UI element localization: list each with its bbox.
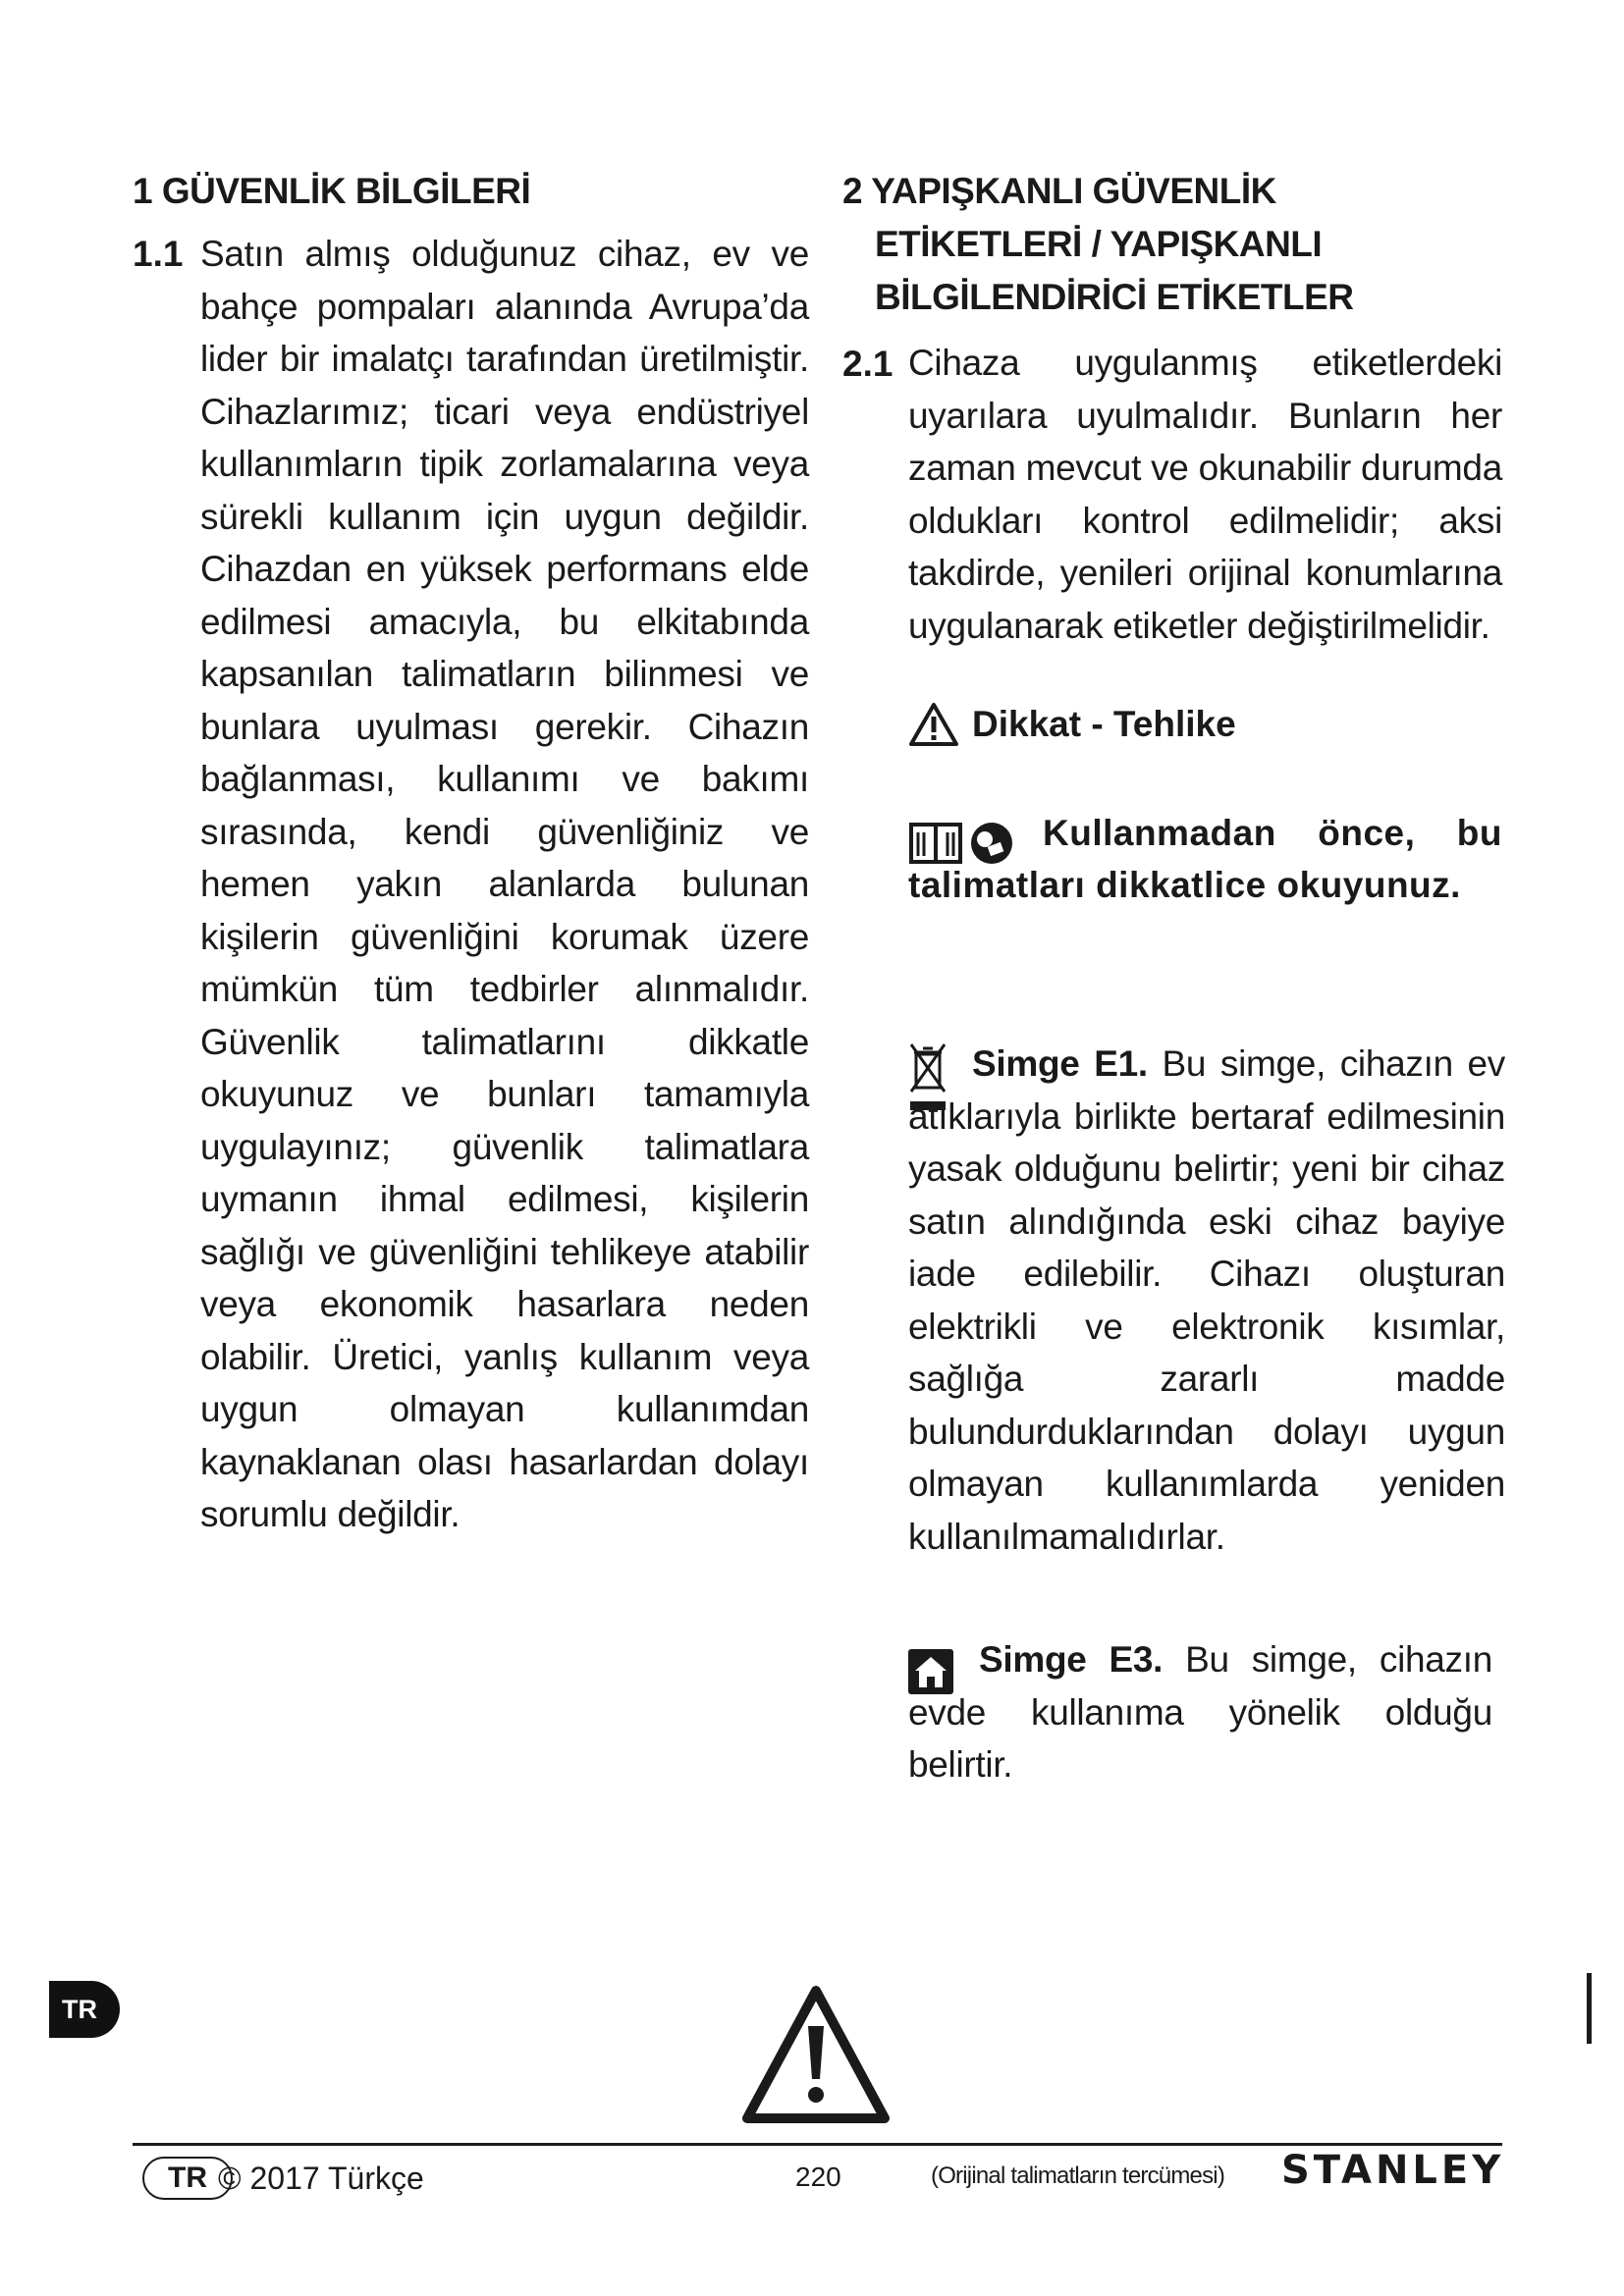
footer-brand-logo: STANLEY <box>1281 2148 1505 2193</box>
section1-heading: 1 GÜVENLİK BİLGİLERİ <box>133 171 531 211</box>
e1-text: Bu simge, cihazın ev atıklarıyla birlikte bertaraf edilmesinin yasak olduğunu belirtir; yeni bir cihaz satın alındığında eski cihaz bayiye iade edilebilir. Cihazı oluşturan elektrikli ve elektronik kısımlar, sağlığa zararlı madde bulundurduklarından dolayı uygun olmayan kullanımlarda yeniden kullanılmamalıdırlar. <box>908 1043 1506 1557</box>
section2-heading-line2: ETİKETLERİ / YAPIŞKANLI <box>875 224 1323 264</box>
large-warning-triangle-icon <box>741 1983 891 2126</box>
read-manual-text: Kullanmadan önce, bu talimatları dikkatlice okuyunuz. <box>908 813 1502 905</box>
warning-triangle-icon <box>908 702 959 747</box>
footer-lang-code: TR <box>168 2162 207 2194</box>
footer-page-number: 220 <box>795 2162 841 2192</box>
e3-text: Bu simge, cihazın evde kullanıma yönelik olduğu belirtir. <box>908 1639 1492 1785</box>
e3-paragraph <box>908 1633 1492 1791</box>
footer-translation-note: (Orijinal talimatların tercümesi) <box>931 2163 1225 2189</box>
e1-paragraph <box>908 1038 1505 1563</box>
language-side-tab <box>49 1981 120 2038</box>
section2-heading-line1: 2 YAPIŞKANLI GÜVENLİK <box>842 171 1276 211</box>
footer-rule <box>133 2143 1502 2146</box>
warning-label: Dikkat - Tehlike <box>972 704 1236 744</box>
section2-heading <box>842 165 1373 324</box>
e3-label: Simge E3. <box>979 1639 1164 1680</box>
warning-row <box>908 699 1236 750</box>
margin-bar <box>1587 1973 1592 2044</box>
e1-label: Simge E1. <box>972 1043 1148 1084</box>
section1-paragraph: Satın almış olduğunuz cihaz, ev ve bahçe pompaları alanında Avrupa’da lider bir imalatçı tarafından üretilmiştir. Cihazlarımız; ticari veya endüstriyel kullanımların tipik zorlamalarına veya sürekli kullanım için uygun değildir. Cihazdan en yüksek performans elde edilmesi amacıyla, bu elkitabında kapsanılan talimatların bilinmesi ve bunlara uyulması gerekir. Cihazın bağlanması, kullanımı ve bakımı sırasında, kendi güvenliğiniz ve hemen yakın alanlarda bulunan kişilerin güvenliğini korumak üzere mümkün tüm tedbirler alınmalıdır. Güvenlik talimatlarını dikkatle okuyunuz ve bunları tamamıyla uygulayınız; güvenlik talimatlara uymanın ihmal edilmesi, kişilerin sağlığı ve güvenliğini tehlikeye atabilir veya ekonomik hasarlara neden olabilir. Üretici, yanlış kullanım veya uygun olmayan kullanımdan kaynaklanan olası hasarlardan dolayı sorumlu değildir. <box>200 234 809 1534</box>
item-2-1-number: 2.1 <box>842 344 893 384</box>
section2-heading-line3: BİLGİLENDİRİCİ ETİKETLER <box>875 277 1354 317</box>
side-tab-label: TR <box>62 1994 97 2024</box>
section2-paragraph: Cihaza uygulanmış etiketlerdeki uyarılara uyulmalıdır. Bunların her zaman mevcut ve okunabilir durumda oldukları kontrol edilmelidir; aksi takdirde, yenileri orijinal konumlarına uygulanarak etiketler değiştirilmelidir. <box>908 343 1502 646</box>
footer-copyright: © 2017 Türkçe <box>218 2161 424 2196</box>
item-1-1-number: 1.1 <box>133 234 184 274</box>
